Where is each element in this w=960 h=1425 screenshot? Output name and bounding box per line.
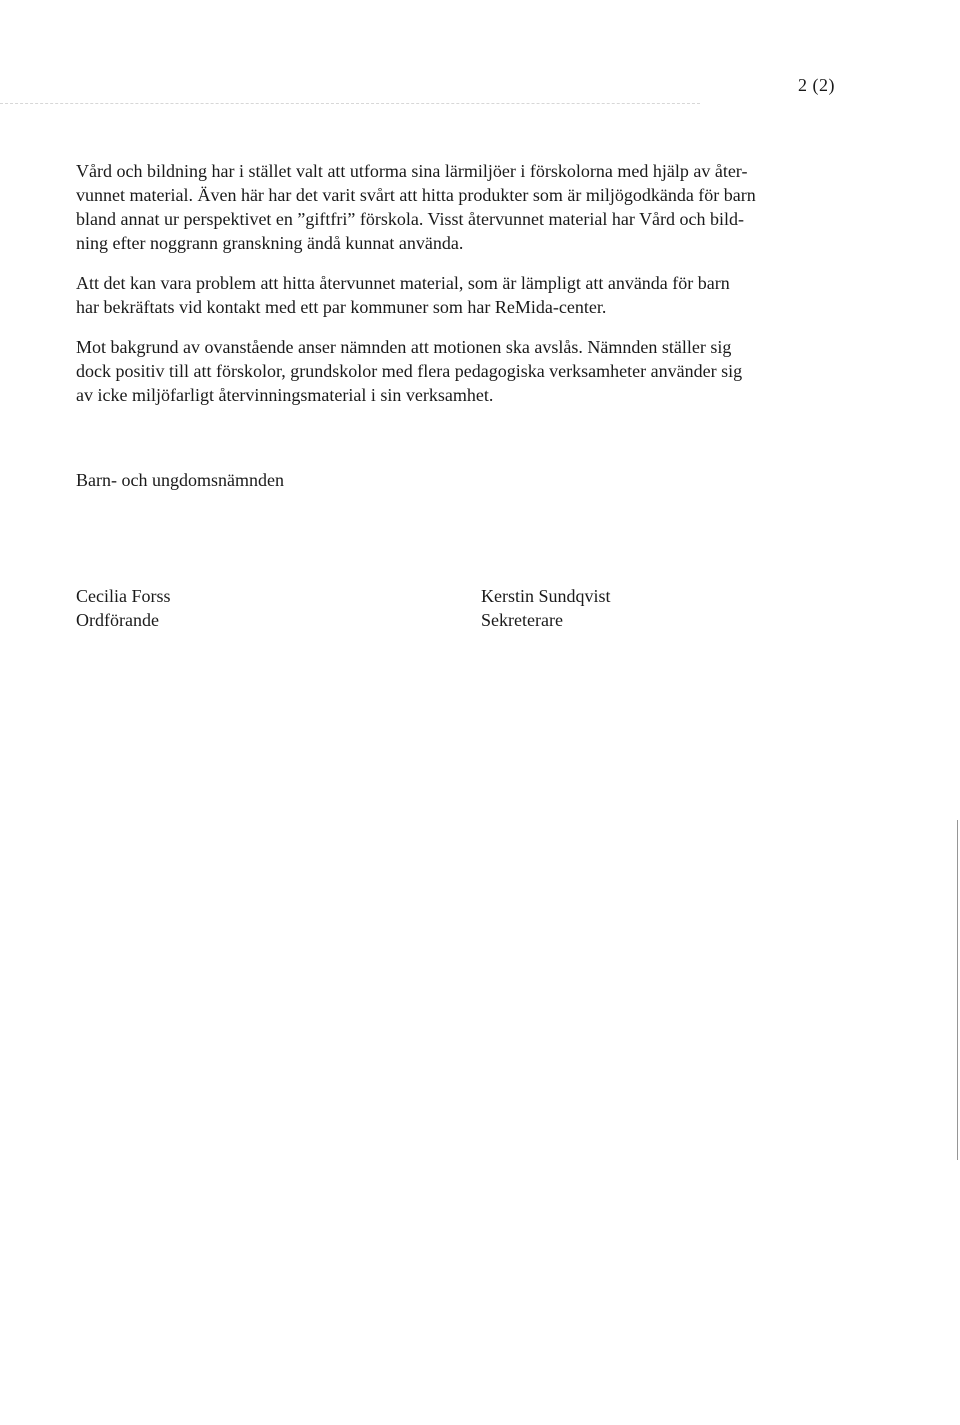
paragraph-2 bbox=[76, 271, 866, 319]
text-line: Att det kan vara problem att hitta återvunnet material, som är lämpligt att använda för barn bbox=[76, 273, 730, 293]
text-line: Mot bakgrund av ovanstående anser nämnden att motionen ska avslås. Nämnden ställer sig bbox=[76, 337, 732, 357]
text-line: vunnet material. Även här har det varit svårt att hitta produkter som är miljögodkända för barn bbox=[76, 185, 756, 205]
text-line: av icke miljöfarligt återvinningsmaterial i sin verksamhet. bbox=[76, 385, 494, 405]
signatory-title: Ordförande bbox=[76, 610, 159, 630]
paragraph-1 bbox=[76, 159, 866, 255]
text-line: Vård och bildning har i stället valt att utforma sina lärmiljöer i förskolorna med hjälp av åter- bbox=[76, 161, 748, 181]
scan-edge-line bbox=[957, 820, 958, 1160]
body-text bbox=[76, 159, 866, 423]
text-line: har bekräftats vid kontakt med ett par kommuner som har ReMida-center. bbox=[76, 297, 607, 317]
committee-name: Barn- och ungdomsnämnden bbox=[76, 470, 284, 490]
scan-artifact-line bbox=[0, 103, 700, 104]
text-line: bland annat ur perspektivet en ”giftfri” förskola. Visst återvunnet material har Vård och bild- bbox=[76, 209, 745, 229]
signature-block-secretary bbox=[481, 584, 611, 632]
text-line: dock positiv till att förskolor, grundskolor med flera pedagogiska verksamheter använder sig bbox=[76, 361, 743, 381]
signature-block-chair bbox=[76, 584, 171, 632]
signatory-name: Cecilia Forss bbox=[76, 586, 171, 606]
paragraph-3 bbox=[76, 335, 866, 407]
text-line: ning efter noggrann granskning ändå kunnat använda. bbox=[76, 233, 464, 253]
signatory-title: Sekreterare bbox=[481, 610, 563, 630]
signatory-name: Kerstin Sundqvist bbox=[481, 586, 611, 606]
page-number: 2 (2) bbox=[798, 75, 835, 95]
